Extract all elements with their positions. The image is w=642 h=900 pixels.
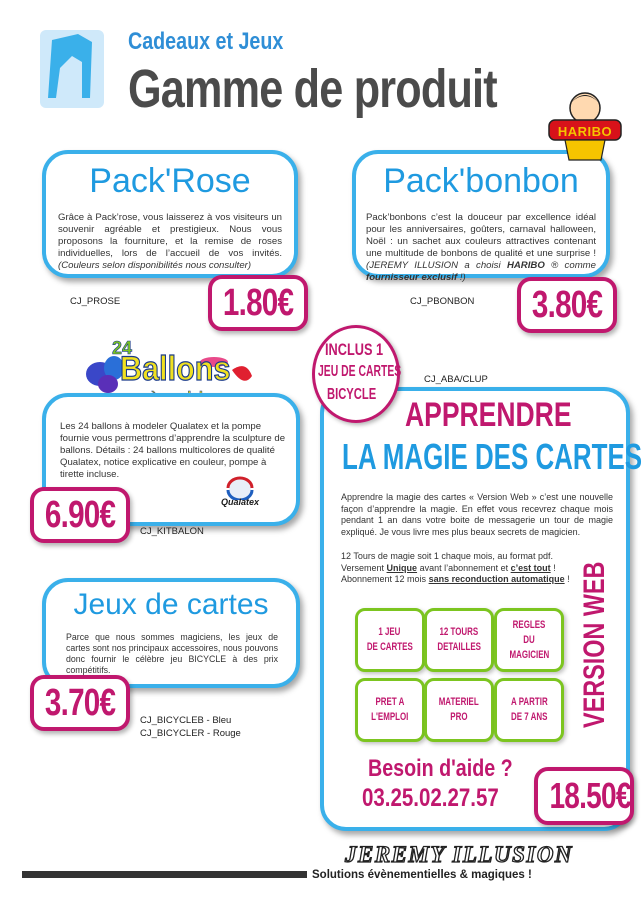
feature-tours-detailles: 12 TOURS DETAILLES: [424, 608, 494, 672]
pack-rose-title: Pack'Rose: [89, 162, 251, 200]
version-web-vertical: VERSION WEB: [578, 561, 611, 728]
inclus-line-3: BICYCLE: [327, 386, 377, 403]
pack-bonbon-code: CJ_PBONBON: [410, 296, 475, 307]
footer-tagline: Solutions évènementielles & magiques !: [312, 869, 532, 881]
jeux-cartes-title: Jeux de cartes: [73, 588, 269, 621]
feature-regles-magicien: REGLES DU MAGICIEN: [494, 608, 564, 672]
jeux-cartes-code-bleu: CJ_BICYCLEB - Bleu: [140, 715, 232, 726]
jeux-cartes-card: [42, 578, 300, 688]
pack-rose-code: CJ_PROSE: [70, 296, 121, 307]
ballons-logo-number: 24: [112, 338, 133, 358]
phone-number[interactable]: 03.25.02.27.57: [362, 784, 499, 812]
gift-figure-icon: [38, 28, 106, 110]
magie-title-2: LA MAGIE DES CARTES: [342, 436, 642, 477]
feature-jeu-cartes: 1 JEU DE CARTES: [355, 608, 425, 672]
haribo-logo-text: HARIBO: [557, 124, 613, 139]
pack-rose-note: (Couleurs selon disponibilités nous consulter): [58, 260, 252, 271]
jeux-cartes-description: Parce que nous sommes magiciens, les jeux de cartes sont nos principaux accessoires, nous pouvons donc fournir le célèbre jeu BICYCLE à des prix compétitifs.: [66, 632, 278, 675]
jeux-cartes-code-rouge: CJ_BICYCLER - Rouge: [140, 728, 241, 739]
inclus-badge: [312, 325, 400, 423]
feature-age: A PARTIR DE 7 ANS: [494, 678, 564, 742]
magie-details: 12 Tours de magie soit 1 chaque mois, au format pdf. Versement Unique avant l’abonnement et c’est tout ! Abonnement 12 mois sans reconduction automatique !: [341, 551, 570, 584]
jeux-cartes-price: 3.70€: [30, 675, 130, 731]
feature-materiel-pro: MATERIEL PRO: [424, 678, 494, 742]
ballons-logo-word: Ballons: [120, 350, 231, 388]
header-subtitle: Cadeaux et Jeux: [128, 28, 284, 55]
page-title: Gamme de produit: [128, 59, 497, 119]
pack-bonbon-title: Pack'bonbon: [383, 162, 579, 200]
feature-pret-emploi: PRET A L'EMPLOI: [355, 678, 425, 742]
inclus-line-1: INCLUS 1: [325, 340, 384, 359]
ballons-price: 6.90€: [30, 487, 130, 543]
pack-rose-card: [42, 150, 298, 278]
magie-price: 18.50€: [534, 767, 634, 825]
magie-code: CJ_ABA/CLUP: [424, 374, 488, 385]
qualatex-brand: Qualatex: [220, 497, 260, 507]
pack-rose-price: 1.80€: [208, 275, 308, 331]
magie-title-1: APPRENDRE: [405, 396, 572, 434]
inclus-line-2: JEU DE CARTES: [318, 363, 402, 380]
ballons-description: Les 24 ballons à modeler Qualatex et la pompe fournie vous permettrons d’apprendre la sculpture de ballons. Détails : 24 ballons multicolores de qualité Qualatex, notice explicative en couleur, pompe à tirette incluse.: [60, 421, 286, 480]
pack-rose-description: Grâce à Pack’rose, vous laisserez à vos visiteurs un souvenir agréable et prestigieux. Nous vous proposons la fourniture, et la remise de roses individuelles, lors de l’accueil de vos invités. (Couleurs selon disponibilités nous consulter): [58, 212, 282, 271]
ballons-code: CJ_KITBALON: [140, 526, 204, 537]
pack-bonbon-description: Pack’bonbons c’est la douceur par excellence idéal pour les anniversaires, goûters, carnaval halloween, Noël : un sachet aux couleurs attractives contenant une multitude de bonbons de qualité et une surprise ! (JEREMY ILLUSION a choisi HARIBO ® comme fournisseur exclusif !): [366, 212, 597, 283]
pack-bonbon-card: [352, 150, 610, 283]
footer-brand: JEREMY ILLUSION: [345, 842, 574, 867]
footer-bar: [22, 871, 307, 878]
help-text: Besoin d'aide ?: [368, 755, 513, 782]
magie-description: Apprendre la magie des cartes « Version Web » c’est une nouvelle façon d’apprendre la magie. En effet vous recevrez chaque mois pendant 1 an dans votre boite de messagerie un tour de magie expliqué. Je vous livre mes plus beaux secrets de magicien.: [341, 492, 613, 537]
pack-bonbon-price: 3.80€: [517, 277, 617, 333]
